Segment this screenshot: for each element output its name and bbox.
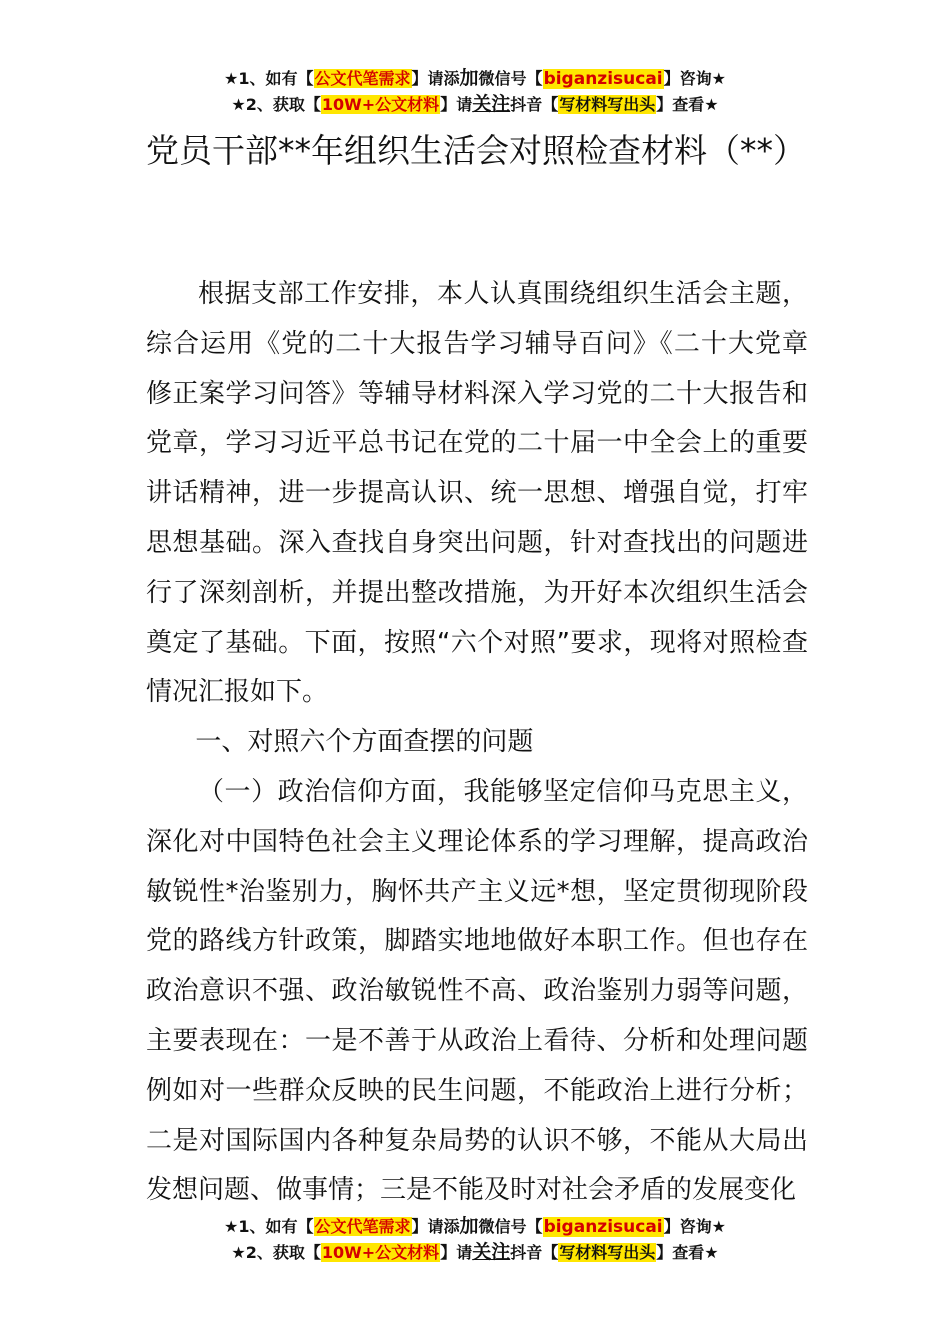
highlight-wechat-id: biganzisucai [543, 69, 663, 89]
banner-text: ★2、获取【 [231, 1243, 321, 1262]
banner-text: 】请添 [411, 69, 460, 88]
highlight-wechat-id: biganzisucai [543, 1217, 663, 1237]
banner-line-2 [0, 1240, 950, 1265]
highlight-materials: 10W+公文材料 [321, 1243, 440, 1262]
body-paragraph: 根据支部工作安排，本人认真围绕组织生活会主题，综合运用《党的二十大报告学习辅导百问》《二十大党章修正案学习问答》等辅导材料深入学习党的二十大报告和党章，学习习近平总书记在党的二十届一中全会上的重要讲话精神，进一步提高认识、统一思想、增强自觉，打牢思想基础。深入查找自身突出问题，针对查找出的问题进行了深刻剖析，并提出整改措施，为开好本次组织生活会奠定了基础。下面，按照“六个对照”要求，现将对照检查情况汇报如下。 [146, 279, 808, 708]
highlight-writing-service: 公文代笔需求 [314, 1217, 411, 1236]
banner-text: 】查看★ [656, 1243, 719, 1262]
banner-text: 关注 [472, 93, 511, 115]
document-title: 党员干部**年组织生活会对照检查材料（**） [146, 131, 806, 170]
banner-text: 关注 [472, 1241, 511, 1263]
banner-text: 】请 [440, 95, 473, 114]
banner-text: 加 [459, 67, 479, 89]
banner-text: 】咨询★ [663, 1217, 726, 1236]
banner-line-1 [0, 66, 950, 92]
body-paragraph: （一）政治信仰方面，我能够坚定信仰马克思主义，深化对中国特色社会主义理论体系的学习理解，提高政治敏锐性*治鉴别力，胸怀共产主义远*想，坚定贯彻现阶段党的路线方针政策，脚踏实地地做好本职工作。但也存在政治意识不强、政治敏锐性不高、政治鉴别力弱等问题，主要表现在：一是不善于从政治上看待、分析和处理问题例如对一些群众反映的民生问题，不能政治上进行分析；二是对国际国内各种复杂局势的认识不够，不能从大局出发想问题、做事情；三是不能及时对社会矛盾的发展变化 [146, 776, 808, 1206]
highlight-materials: 10W+公文材料 [321, 95, 440, 114]
banner-text: 加 [459, 1215, 479, 1237]
banner-text: ★1、如有【 [224, 1217, 314, 1236]
banner-text: 抖音【 [510, 95, 559, 114]
banner-line-2 [0, 92, 950, 117]
banner-line-1 [0, 1214, 950, 1240]
document-body [146, 270, 808, 1216]
highlight-douyin-account: 写材料写出头 [559, 95, 656, 114]
section-heading: 一、对照六个方面查摆的问题 [195, 727, 534, 758]
banner-text: 】查看★ [656, 95, 719, 114]
banner-text: ★2、获取【 [231, 95, 321, 114]
banner-text: 】请 [440, 1243, 473, 1262]
banner-text: ★1、如有【 [224, 69, 314, 88]
banner-text: 微信号【 [478, 69, 543, 88]
banner-text: 】咨询★ [663, 69, 726, 88]
banner-text: 】请添 [411, 1217, 460, 1236]
banner-text: 抖音【 [510, 1243, 559, 1262]
footer-banner [0, 1214, 950, 1265]
header-banner [0, 66, 950, 117]
banner-text: 微信号【 [478, 1217, 543, 1236]
highlight-douyin-account: 写材料写出头 [559, 1243, 656, 1262]
highlight-writing-service: 公文代笔需求 [314, 69, 411, 88]
